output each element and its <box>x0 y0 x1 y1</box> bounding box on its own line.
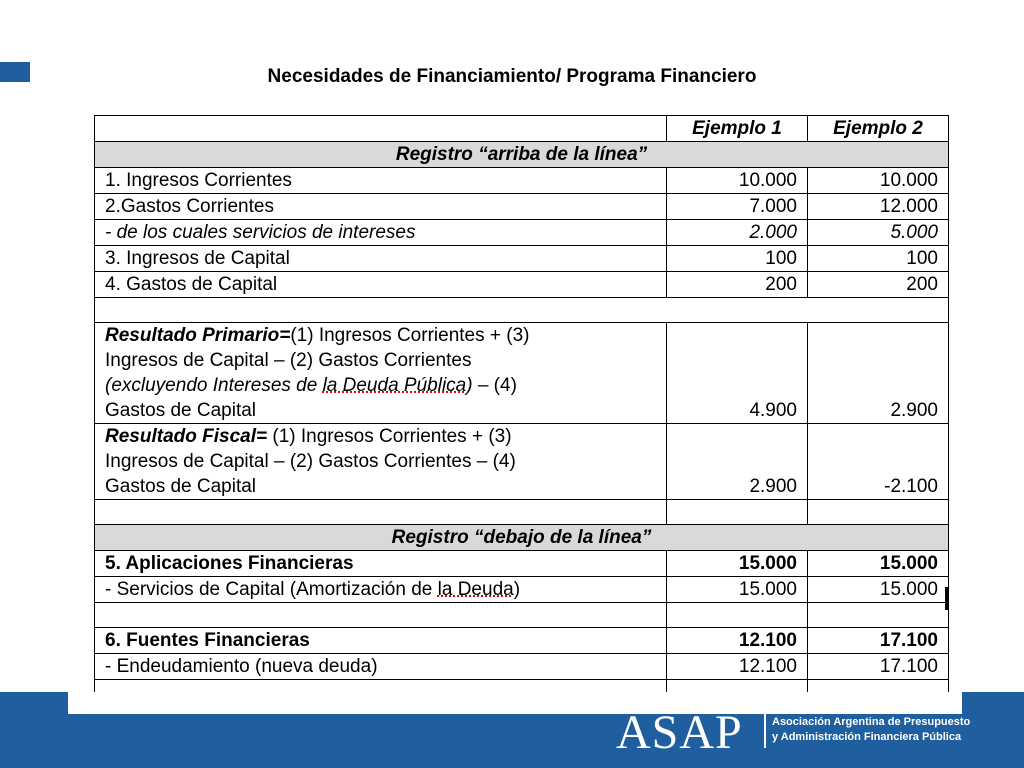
primary-value-1: 4.900 <box>667 323 808 424</box>
primary-text-2: Ingresos de Capital – (2) Gastos Corrientes <box>105 350 472 371</box>
fiscal-result-label <box>95 424 667 500</box>
spacer-row <box>95 500 949 525</box>
table-row <box>95 551 949 577</box>
row-label: - Endeudamiento (nueva deuda) <box>95 654 667 680</box>
row-value-2: 10.000 <box>808 168 949 194</box>
row-label-b: la Deuda <box>437 579 514 600</box>
org-name-line-1: Asociación Argentina de Presupuesto <box>772 716 971 728</box>
logo-divider <box>764 712 766 748</box>
spacer-cell <box>667 603 808 628</box>
table-row <box>95 194 949 220</box>
spacer-cell <box>95 603 667 628</box>
spacer-row <box>95 298 949 323</box>
spacer-cell <box>95 298 949 323</box>
row-value-1: 12.100 <box>667 628 808 654</box>
row-value-2: 15.000 <box>808 551 949 577</box>
section-above-line: Registro “arriba de la línea” <box>95 142 949 168</box>
spacer-cell <box>95 500 667 525</box>
row-label: - de los cuales servicios de intereses <box>95 220 667 246</box>
primary-text-3c: ) <box>466 375 473 396</box>
row-value-1: 10.000 <box>667 168 808 194</box>
spacer-row <box>95 603 949 628</box>
row-value-2: 12.000 <box>808 194 949 220</box>
row-label: 6. Fuentes Financieras <box>95 628 667 654</box>
fiscal-text-1: (1) Ingresos Corrientes + (3) <box>267 426 512 447</box>
table-row <box>95 168 949 194</box>
row-value-1: 200 <box>667 272 808 298</box>
primary-value-2: 2.900 <box>808 323 949 424</box>
table-row <box>95 654 949 680</box>
spacer-cell <box>667 500 808 525</box>
section-below-line: Registro “debajo de la línea” <box>95 525 949 551</box>
row-value-2: 5.000 <box>808 220 949 246</box>
fiscal-value-2: -2.100 <box>808 424 949 500</box>
header-row <box>95 116 949 142</box>
table-row <box>95 246 949 272</box>
fiscal-text-3: Gastos de Capital <box>105 476 257 497</box>
row-label: 2.Gastos Corrientes <box>95 194 667 220</box>
fiscal-result-row <box>95 424 949 500</box>
row-label-a: - Servicios de Capital (Amortización de <box>105 579 438 600</box>
row-label: 4. Gastos de Capital <box>95 272 667 298</box>
fiscal-text-2: Ingresos de Capital – (2) Gastos Corrientes – (4) <box>105 451 516 472</box>
page-title: Necesidades de Financiamiento/ Programa Financiero <box>267 66 757 87</box>
row-value-2: 15.000 <box>808 577 949 603</box>
edge-mark <box>945 587 948 610</box>
spacer-cell <box>808 603 949 628</box>
primary-text-3d: – (4) <box>472 375 517 396</box>
table-row <box>95 577 949 603</box>
row-value-2: 17.100 <box>808 654 949 680</box>
col-header-ejemplo-1: Ejemplo 1 <box>667 116 808 142</box>
row-value-2: 200 <box>808 272 949 298</box>
financing-table <box>94 115 949 705</box>
table-row <box>95 272 949 298</box>
row-value-1: 15.000 <box>667 577 808 603</box>
row-label: 5. Aplicaciones Financieras <box>95 551 667 577</box>
col-header-ejemplo-2: Ejemplo 2 <box>808 116 949 142</box>
row-value-1: 12.100 <box>667 654 808 680</box>
row-value-1: 2.000 <box>667 220 808 246</box>
row-value-2: 17.100 <box>808 628 949 654</box>
row-label-c: ) <box>513 579 521 600</box>
table-row <box>95 628 949 654</box>
primary-text-4: Gastos de Capital <box>105 400 257 421</box>
row-value-2: 100 <box>808 246 949 272</box>
primary-text-3b: la Deuda Pública <box>322 375 467 396</box>
fiscal-value-1: 2.900 <box>667 424 808 500</box>
org-name-line-2: y Administración Financiera Pública <box>772 731 962 743</box>
spacer-cell <box>808 500 949 525</box>
row-label <box>95 577 667 603</box>
header-blank <box>95 116 667 142</box>
fiscal-result-title: Resultado Fiscal= <box>105 426 268 447</box>
row-label: 1. Ingresos Corrientes <box>95 168 667 194</box>
table-row <box>95 220 949 246</box>
row-value-1: 100 <box>667 246 808 272</box>
asap-logo: ASAP <box>616 706 743 759</box>
row-label: 3. Ingresos de Capital <box>95 246 667 272</box>
primary-text-3a: (excluyendo Intereses de <box>105 375 323 396</box>
primary-result-row <box>95 323 949 424</box>
row-value-1: 7.000 <box>667 194 808 220</box>
primary-result-label <box>95 323 667 424</box>
primary-text-1: (1) Ingresos Corrientes + (3) <box>290 325 530 346</box>
row-value-1: 15.000 <box>667 551 808 577</box>
primary-result-title: Resultado Primario= <box>105 325 291 346</box>
footer-white-strip <box>68 692 962 714</box>
